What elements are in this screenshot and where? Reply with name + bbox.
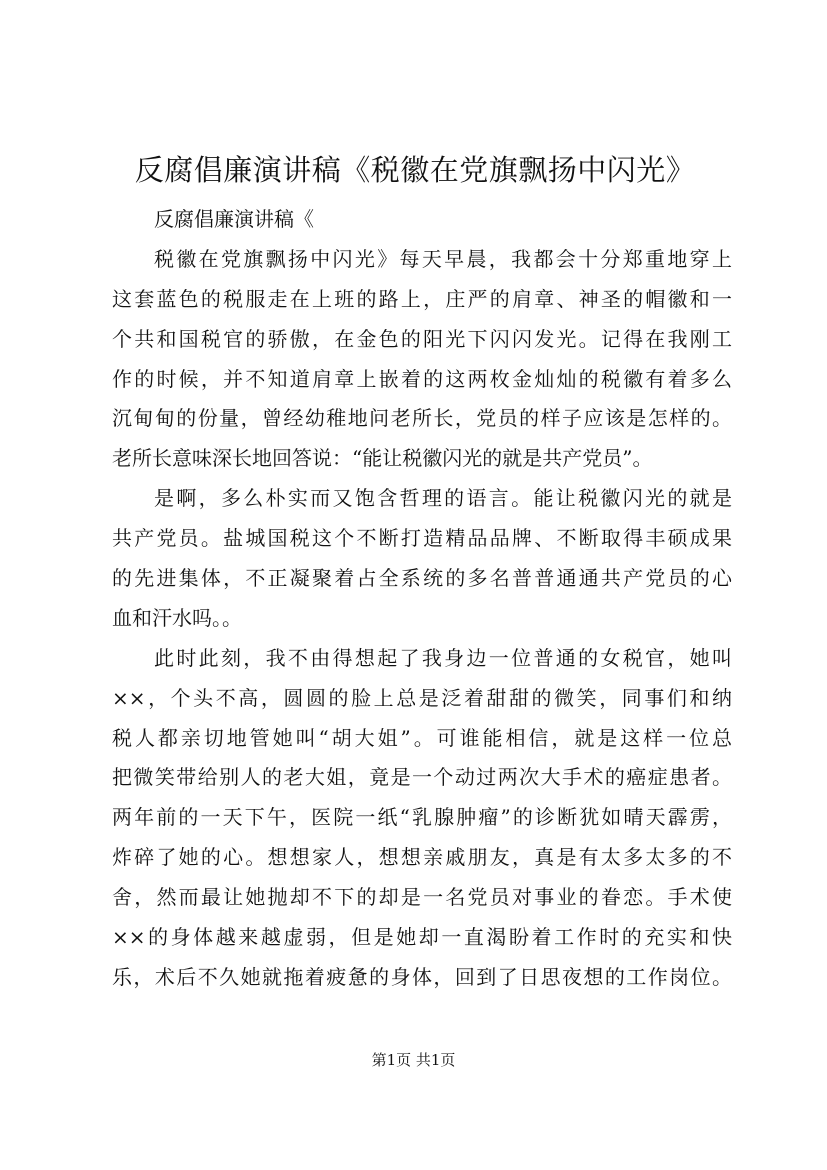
body-line: 舍，然而最让她抛却不下的却是一名党员对事业的眷恋。手术使	[112, 885, 732, 910]
body-line: 炸碎了她的心。想想家人，想想亲戚朋友，真是有太多太多的不	[112, 845, 732, 870]
body-line: 的先进集体，不正凝聚着占全系统的多名普普通通共产党员的心	[112, 566, 732, 591]
body-line: ××的身体越来越虚弱，但是她却一直渴盼着工作时的充实和快	[112, 925, 732, 950]
body-line: 沉甸甸的份量，曾经幼稚地问老所长，党员的样子应该是怎样的。	[112, 406, 732, 431]
body-line: 作的时候，并不知道肩章上嵌着的这两枚金灿灿的税徽有着多么	[112, 366, 732, 391]
body-line: 税人都亲切地管她叫“胡大姐”。可谁能相信，就是这样一位总	[112, 725, 732, 750]
body-line: 血和汗水吗。。	[112, 605, 242, 630]
body-line: 老所长意味深长地回答说：“能让税徽闪光的就是共产党员”。	[112, 446, 653, 471]
body-line: 税徽在党旗飘扬中闪光》每天早晨，我都会十分郑重地穿上	[154, 246, 732, 271]
body-line: 共产党员。盐城国税这个不断打造精品品牌、不断取得丰硕成果	[112, 526, 732, 551]
body-line: 两年前的一天下午，医院一纸“乳腺肿瘤”的诊断犹如晴天霹雳，	[112, 805, 732, 830]
document-body	[112, 200, 732, 998]
document-title: 反腐倡廉演讲稿《税徽在党旗飘扬中闪光》	[134, 153, 696, 187]
body-line: 此时此刻，我不由得想起了我身边一位普通的女税官，她叫	[154, 645, 732, 670]
body-line: 这套蓝色的税服走在上班的路上，庄严的肩章、神圣的帽徽和一	[112, 286, 732, 311]
body-line: 乐，术后不久她就拖着疲惫的身体，回到了日思夜想的工作岗位。	[112, 964, 732, 989]
body-line: 反腐倡廉演讲稿《	[154, 207, 314, 231]
page-footer: 第1页 共1页	[371, 1051, 456, 1069]
body-line: 把微笑带给别人的老大姐，竟是一个动过两次大手术的癌症患者。	[112, 765, 732, 790]
body-line: 是啊，多么朴实而又饱含哲理的语言。能让税徽闪光的就是	[154, 486, 732, 511]
body-line: 个共和国税官的骄傲，在金色的阳光下闪闪发光。记得在我刚工	[112, 326, 732, 351]
body-line: ××，个头不高，圆圆的脸上总是泛着甜甜的微笑，同事们和纳	[112, 685, 732, 710]
